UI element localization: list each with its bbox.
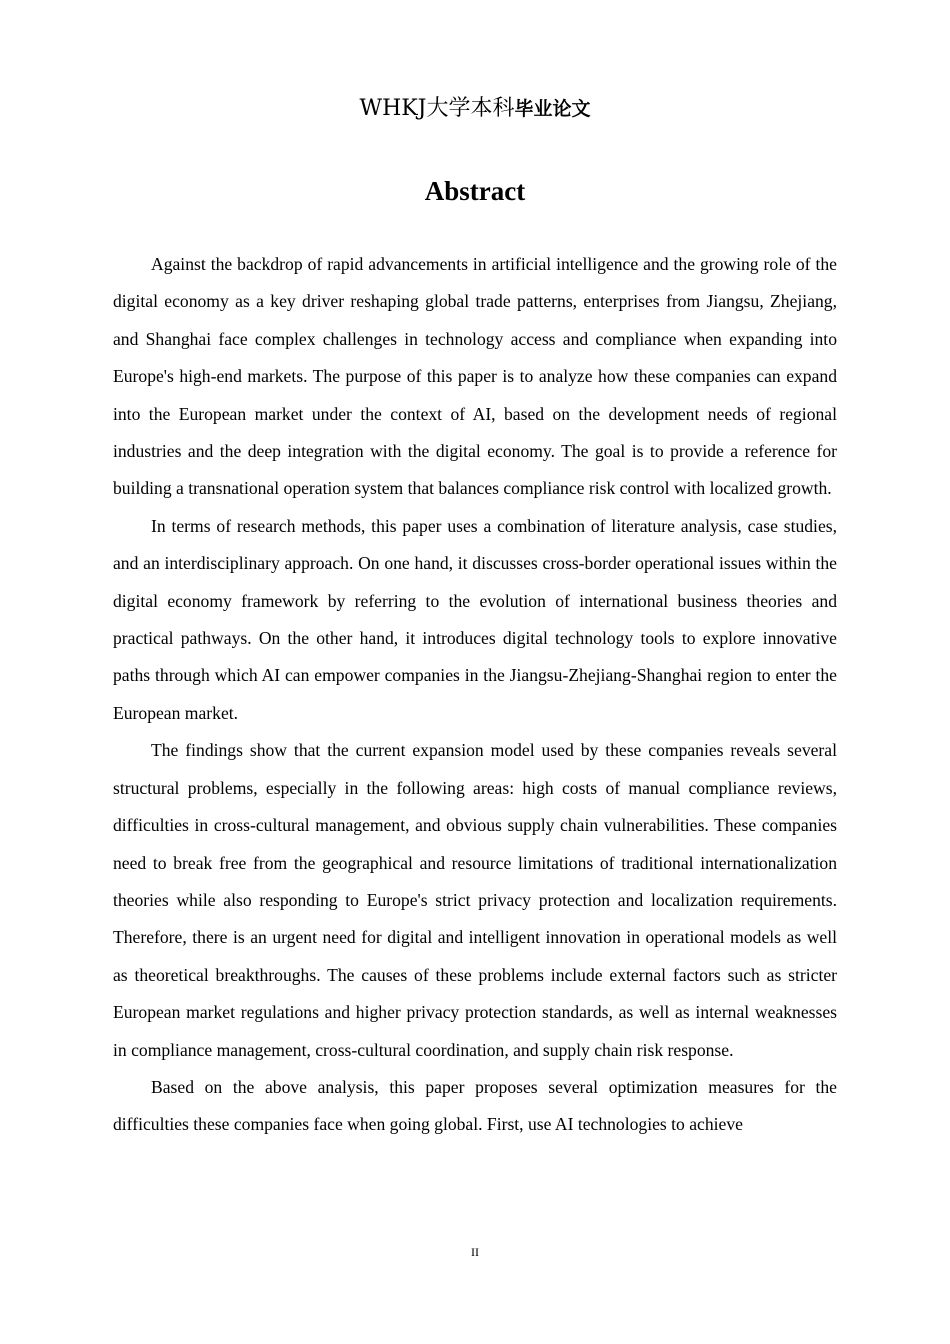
page-header [0, 94, 950, 124]
abstract-paragraph-3: The findings show that the current expansion model used by these companies reveals several structural problems, especially in the following areas: high costs of manual compliance reviews, difficulties in cross-cultural management, and obvious supply chain vulnerabilities. These companies need to break free from the geographical and resource limitations of traditional internationalization theories while also responding to Europe's strict privacy protection and localization requirements. Therefore, there is an urgent need for digital and intelligent innovation in operational models as well as theoretical breakthroughs. The causes of these problems include external factors such as stricter European market regulations and higher privacy protection standards, as well as internal weaknesses in compliance management, cross-cultural coordination, and supply chain risk response. [113, 740, 837, 1060]
abstract-paragraph-2: In terms of research methods, this paper uses a combination of literature analysis, case studies, and an interdisciplinary approach. On one hand, it discusses cross-border operational issues within the digital economy framework by referring to the evolution of international business theories and practical pathways. On the other hand, it introduces digital technology tools to explore innovative paths through which AI can empower companies in the Jiangsu-Zhejiang-Shanghai region to enter the European market. [113, 515, 837, 723]
abstract-title: Abstract [424, 176, 526, 206]
abstract-body [113, 246, 837, 1144]
abstract-paragraph-1: Against the backdrop of rapid advancements in artificial intelligence and the growing role of the digital economy as a key driver reshaping global trade patterns, enterprises from Jiangsu, Zhejiang, and Shanghai face complex challenges in technology access and compliance when expanding into Europe's high-end markets. The purpose of this paper is to analyze how these companies can expand into the European market under the context of AI, based on the development needs of regional industries and the deep integration with the digital economy. The goal is to provide a reference for building a transnational operation system that balances compliance risk control with localized growth. [113, 254, 837, 499]
header-school: WHKJ大学本科 [359, 96, 515, 121]
header-doc-type: 毕业论文 [514, 98, 591, 120]
page-number: II [471, 1245, 479, 1259]
abstract-paragraph-4: Based on the above analysis, this paper proposes several optimization measures for the difficulties these companies face when going global. First, use AI technologies to achieve [113, 1076, 837, 1135]
